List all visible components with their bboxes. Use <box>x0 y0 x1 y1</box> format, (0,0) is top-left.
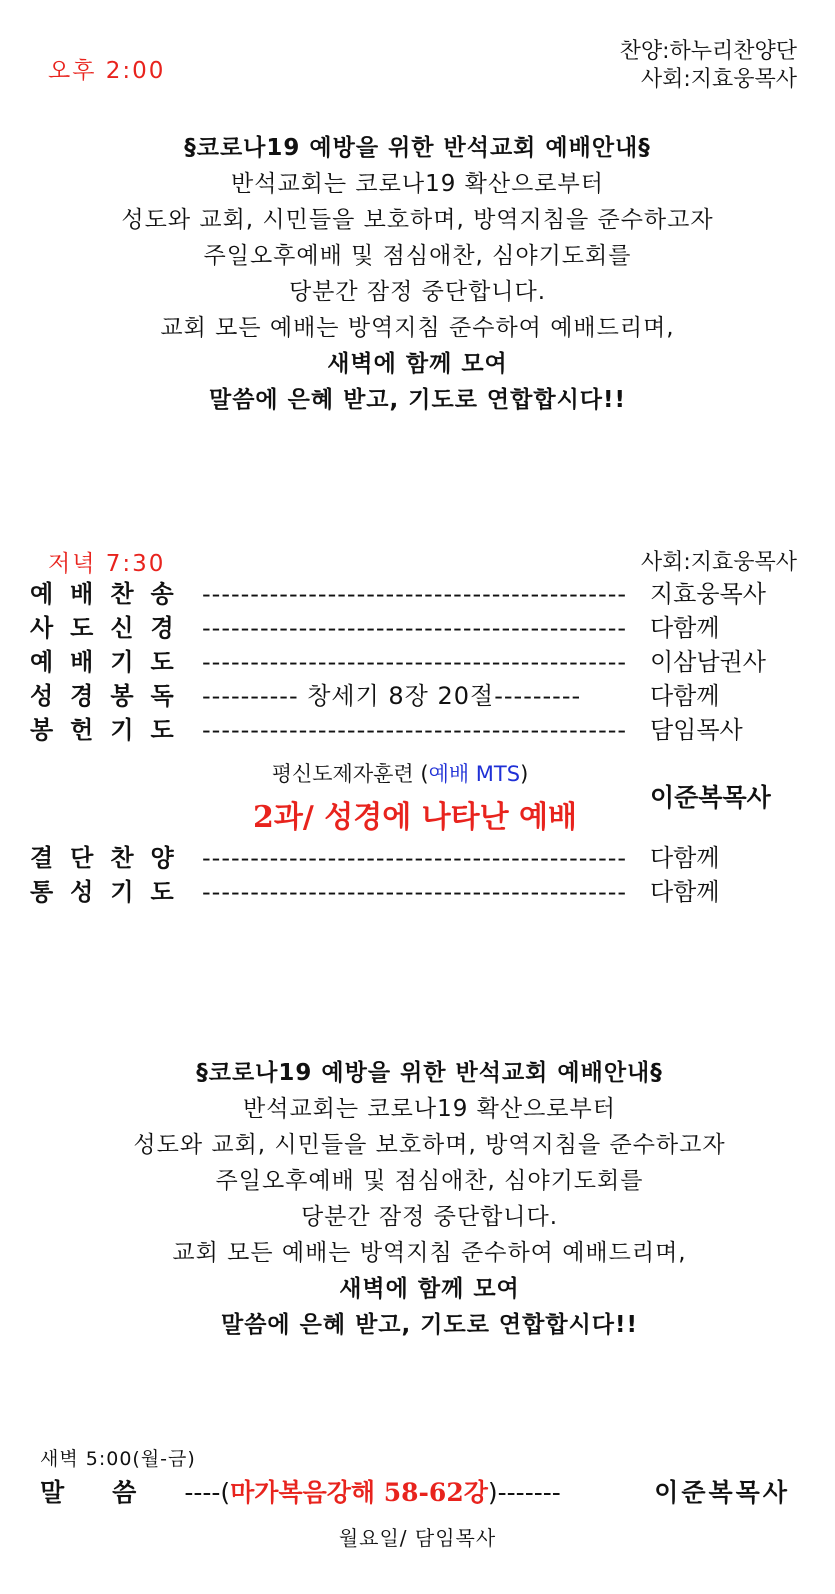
order-row <box>30 841 795 875</box>
lesson-subtitle-text: 평신도제자훈련 ( <box>271 762 429 786</box>
order-item-name: 예배기도 <box>30 648 191 676</box>
order-item-person: 담임목사 <box>650 716 743 744</box>
notice-line: 성도와 교회, 시민들을 보호하며, 방역지침을 준수하고자 <box>121 207 714 233</box>
order-item-name: 봉헌기도 <box>30 716 191 744</box>
notice-1 <box>0 130 835 418</box>
dawn-label: 말씀 <box>40 1478 185 1507</box>
dawn-dash-after: )------- <box>487 1478 561 1507</box>
order-row <box>30 611 795 645</box>
order-item-leader: -------------------------------------------- <box>202 648 628 676</box>
notice-line: 교회 모든 예배는 방역지침 준수하여 예배드리며, <box>172 1240 687 1266</box>
order-item-person: 다함께 <box>650 682 720 710</box>
dawn-speaker: 이준복목사 <box>654 1478 790 1507</box>
notice-bold-line: 새벽에 함께 모여 <box>327 351 508 377</box>
afternoon-host: 사회:지효웅목사 <box>640 67 797 92</box>
order-item-person: 지효웅목사 <box>650 580 766 608</box>
order-item-name: 사도신경 <box>30 614 191 642</box>
lesson-series-name: 예배 MTS <box>428 762 521 786</box>
order-row <box>30 875 795 909</box>
dawn-time: 새벽 5:00(월-금) <box>40 1448 196 1470</box>
evening-host: 사회:지효웅목사 <box>640 550 797 575</box>
lesson-title: 2과/ 성경에 나타난 예배 <box>253 800 577 835</box>
dawn-note: 월요일/ 담임목사 <box>338 1526 497 1550</box>
notice-heading: §코로나19 예방을 위한 반석교회 예배안내§ <box>196 1060 663 1086</box>
notice-line: 반석교회는 코로나19 확산으로부터 <box>231 171 604 197</box>
order-item-leader: -------------------------------------------- <box>202 716 628 744</box>
notice-line: 성도와 교회, 시민들을 보호하며, 방역지침을 준수하고자 <box>133 1132 726 1158</box>
lesson-speaker: 이준복목사 <box>650 783 771 812</box>
order-item-name: 예배찬송 <box>30 580 191 608</box>
order-item-person: 다함께 <box>650 614 720 642</box>
order-item-person: 다함께 <box>650 878 720 906</box>
order-item-person: 다함께 <box>650 844 720 872</box>
order-row <box>30 577 795 611</box>
dawn-sermon-title: 마가복음강해 58-62강 <box>230 1478 488 1507</box>
order-row <box>30 679 795 713</box>
order-item-person: 이삼남권사 <box>650 648 766 676</box>
scripture-reading-leader: ---------- 창세기 8장 20절--------- <box>202 682 582 710</box>
afternoon-time: 오후 2:00 <box>48 58 166 84</box>
notice-bold-line: 말씀에 은혜 받고, 기도로 연합합시다!! <box>220 1312 638 1338</box>
notice-bold-line: 새벽에 함께 모여 <box>339 1276 520 1302</box>
lesson-subtitle <box>200 758 600 788</box>
notice-2 <box>12 1055 835 1343</box>
afternoon-credits <box>620 38 797 94</box>
order-item-name: 통성기도 <box>30 878 191 906</box>
order-item-name: 결단찬양 <box>30 844 191 872</box>
order-item-leader: -------------------------------------------- <box>202 614 628 642</box>
dawn-dash-before: ----( <box>184 1478 231 1507</box>
notice-line: 당분간 잠정 중단합니다. <box>300 1204 559 1230</box>
notice-line: 당분간 잠정 중단합니다. <box>288 279 547 305</box>
order-item-name: 성경봉독 <box>30 682 191 710</box>
notice-bold-line: 말씀에 은혜 받고, 기도로 연합합시다!! <box>208 387 626 413</box>
order-item-leader: -------------------------------------------- <box>202 580 628 608</box>
afternoon-hymn: 찬양:하누리찬양단 <box>619 39 797 64</box>
notice-line: 교회 모든 예배는 방역지침 준수하여 예배드리며, <box>160 315 675 341</box>
lesson-subtitle-close: ) <box>520 762 529 786</box>
dawn-row <box>40 1476 800 1510</box>
notice-line: 주일오후예배 및 점심애찬, 심야기도회를 <box>203 243 632 269</box>
notice-line: 주일오후예배 및 점심애찬, 심야기도회를 <box>215 1168 644 1194</box>
notice-heading: §코로나19 예방을 위한 반석교회 예배안내§ <box>184 135 651 161</box>
order-item-leader: -------------------------------------------- <box>202 844 628 872</box>
order-row <box>30 713 795 747</box>
order-row <box>30 645 795 679</box>
notice-line: 반석교회는 코로나19 확산으로부터 <box>243 1096 616 1122</box>
evening-time: 저녁 7:30 <box>48 551 166 577</box>
order-item-leader: -------------------------------------------- <box>202 878 628 906</box>
